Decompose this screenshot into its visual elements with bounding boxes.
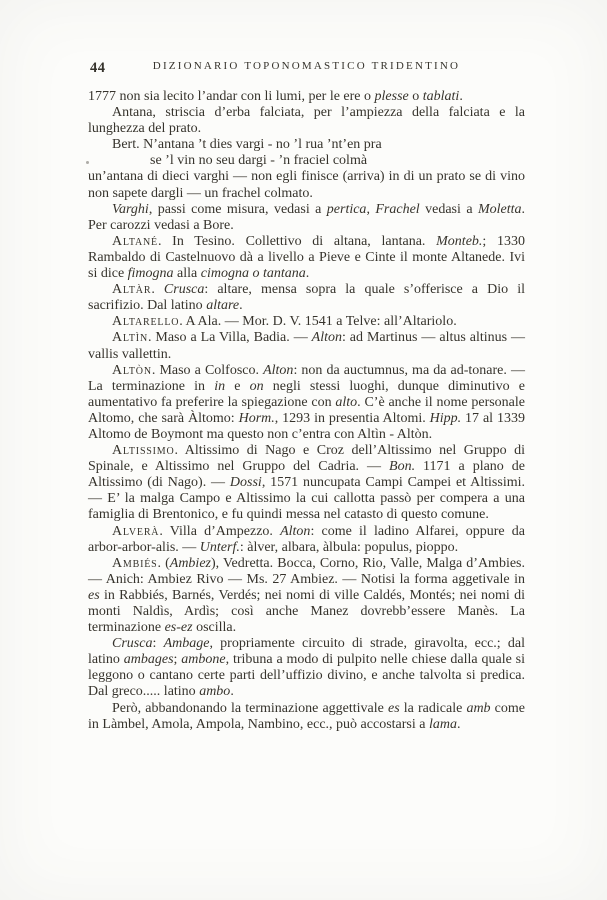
paragraph (88, 89, 525, 105)
text-run: , 1293 in presentia Altomi. (274, 410, 430, 426)
text-run: Alton (311, 330, 342, 346)
text-run: fimogna (127, 266, 174, 282)
text-run: , 1571 nuncupata Campi Campei et Altissimi. — E’ la malga Campo e Altissimo la cui callotta passò per compera a una famiglia di Brentonico, e fu quindi messa nel catasto di questo comune. (88, 475, 525, 523)
paragraph (88, 105, 525, 137)
headword: Altané (112, 233, 158, 249)
headword: Ambiés (112, 555, 158, 571)
text-run: es-ez (164, 620, 193, 636)
text-run: . A Ala. — Mor. D. V. 1541 a Telve: all’Altariolo. (179, 314, 457, 330)
text-block (88, 89, 525, 733)
paragraph (88, 169, 525, 201)
text-run: . (230, 684, 234, 700)
text-run: Unterf. (199, 539, 240, 555)
text-run: . ( (157, 555, 170, 571)
text-run: on (249, 378, 264, 394)
headword: Altìn (112, 330, 148, 346)
page-header (88, 60, 525, 76)
text-run: in Rabbiés, Barnés, Verdés; nei nomi di ville Caldés, Montés; nei nomi di monti Naldìs, Ardìs; così anche Manez dovrebb’essere Manès. La terminazione (88, 587, 525, 636)
text-run: cimogna o tantana (200, 266, 306, 282)
text-run: . (459, 89, 463, 104)
text-run: Horm. (238, 410, 275, 426)
text-run: Antana, striscia d’erba falciata, per l’ampiezza della falciata e la lunghezza del prato. (88, 105, 525, 137)
text-run: Alton (280, 523, 311, 539)
paragraph (88, 234, 525, 282)
text-run: es (388, 700, 400, 716)
text-run: : non da auctumnus, ma da ad-tonare. — La terminazione in (88, 362, 525, 394)
text-run: : ad Martinus — altus altinus — vallis vallettin. (88, 330, 525, 362)
text-run: lama (428, 716, 457, 732)
text-run: alla (173, 266, 201, 282)
text-run: . Maso a Colfosco. (151, 362, 264, 378)
text-run: . (305, 266, 310, 282)
text-run: ambone (181, 652, 226, 668)
text-run: , (366, 201, 376, 217)
paragraph (88, 524, 525, 556)
headword: Altissimo (112, 443, 175, 459)
text-run: ; (173, 652, 182, 668)
text-run: un’antana di dieci varghi — non egli finisce (arriva) in di un prato se di vino non sapete dargli — un frachel colmato. (88, 169, 525, 201)
headword: Alverà (112, 523, 160, 539)
headword: Altarello (112, 314, 180, 330)
text-run: . (151, 282, 164, 298)
text-run: tablati (422, 89, 460, 104)
text-run: oscilla. (192, 620, 237, 636)
text-run: Crusca (112, 636, 153, 652)
text-run: . Maso a La Villa, Badia. — (147, 330, 312, 346)
text-run: Moletta (477, 201, 522, 217)
text-run: ), Vedretta. Bocca, Corno, Rio, Valle, Malga d’Ambies. — Anich: Ambiez Rivo — Ms. 27 Ambiez. — Notisi la forma aggetivale in (88, 555, 525, 587)
text-run: : come il ladino Alfarei, oppure da arbor-arbor-alis. — (88, 523, 525, 555)
text-run: Frachel (375, 201, 420, 217)
text-run: Dossi (229, 475, 262, 491)
text-run: ambo (199, 684, 231, 700)
text-run: negli stessi luoghi, dunque diminutivo e aumentativo fa preferire la spiegazione con (88, 378, 525, 410)
text-run: . Villa d’Ampezzo. (159, 523, 281, 539)
paragraph (88, 636, 525, 700)
text-run: Ambage (163, 636, 210, 652)
text-run: 17 al 1339 Altomo de Boymont ma questo non c’entra con Altìn - Altòn. (88, 410, 525, 442)
paragraph (88, 282, 525, 314)
text-run: Bon. (389, 459, 416, 475)
text-run: la radicale (399, 700, 467, 716)
text-run: es (88, 587, 100, 603)
text-run: . Altissimo di Nago e Croz dell’Altissimo nel Gruppo di Spinale, e Altissimo nel Gruppo del Cadria. — (88, 443, 525, 475)
text-run: , passi come misura, vedasi a (148, 201, 327, 217)
text-run: o (408, 89, 423, 104)
text-run: . (456, 716, 461, 732)
paragraph (88, 330, 525, 362)
text-run: : altare, mensa sopra la quale s’offerisce a Dio il sacrifizio. Dal latino (88, 282, 525, 314)
text-run: se ’l vin no seu dargi - ’n fraciel colmà (150, 153, 368, 169)
text-run: Alton (263, 362, 294, 378)
paragraph (88, 202, 525, 234)
text-run: Monteb. (436, 233, 483, 249)
text-run: . C’è anche il nome personale Altomo, che sarà Àltomo: (88, 394, 525, 426)
text-run: e (225, 378, 250, 394)
text-run: amb (466, 700, 491, 716)
text-run: 1777 non sia lecito l’andar con li lumi, per le ere o (88, 89, 375, 104)
headword: Altòn (112, 362, 152, 378)
text-run: pertica (326, 201, 367, 217)
text-run: altare (206, 298, 240, 314)
text-run: : (152, 636, 164, 652)
text-run: , propriamente circuito di strade, giravolta, ecc.; dal latino (88, 636, 526, 668)
paragraph (88, 443, 525, 523)
text-run: alto (335, 394, 358, 410)
text-run: Ambiez (169, 555, 211, 571)
paragraph (88, 137, 525, 153)
text-run: . (239, 298, 243, 314)
text-run: ; 1330 Rambaldo di Castelnuovo dà a livello a Pieve e Cinte il monte Altanede. Ivi si dice (88, 233, 525, 282)
text-run: come in Làmbel, Amola, Ampola, Nambino, ecc., può accostarsi a (88, 700, 525, 732)
paragraph (88, 363, 525, 443)
paragraph (88, 556, 525, 636)
ink-speck (86, 161, 89, 164)
headword: Altàr (112, 282, 152, 298)
paragraph (88, 701, 525, 733)
text-run: Però, abbandonando la terminazione aggettivale (112, 700, 388, 716)
paragraph (88, 153, 525, 169)
running-title: DIZIONARIO TOPONOMASTICO TRIDENTINO (152, 60, 461, 72)
text-run: plesse (374, 89, 409, 104)
text-run: : àlver, albara, àlbula: populus, pioppo. (239, 539, 459, 555)
text-run: . In Tesino. Collettivo di altana, lantana. (157, 233, 437, 249)
text-run: Bert. N’antana ’t dies vargi - no ’l rua ’nt’en pra (112, 137, 382, 153)
text-run: . Per carozzi vedasi a Bore. (88, 201, 526, 233)
text-run: Crusca (163, 282, 205, 298)
page-number: 44 (90, 60, 106, 76)
text-run: ambages (123, 652, 174, 668)
text-run: vedasi a (419, 201, 478, 217)
text-run: Varghi (112, 201, 149, 217)
text-run: , tribuna a modo di pulpito nelle chiese dalla quale si leggono o cantano certe parti dell’uffizio divino, e anche talvolta si predica. Dal greco..... latino (88, 652, 526, 700)
paragraph (88, 314, 525, 330)
text-run: 1171 a plano de Altissimo (di Nago). — (88, 459, 526, 491)
text-run: Hipp. (429, 410, 462, 426)
text-run: in (214, 378, 226, 394)
